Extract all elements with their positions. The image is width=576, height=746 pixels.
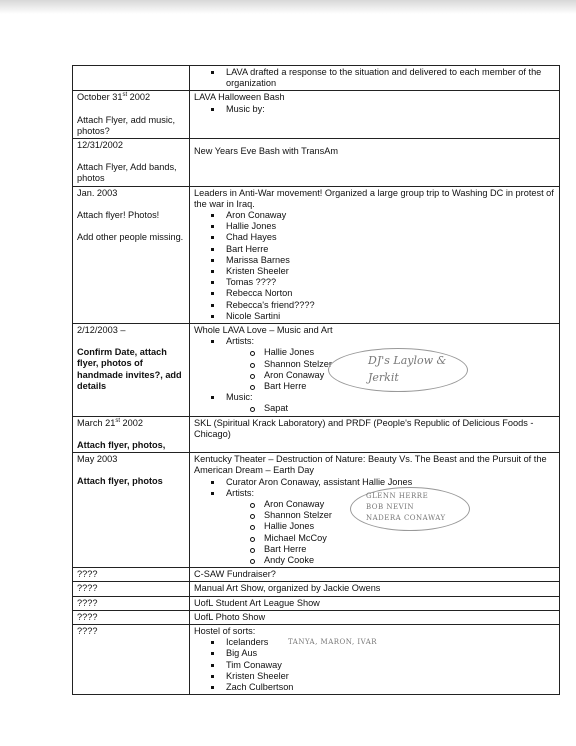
todo-note: Confirm Date, attach flyer, photos of handmade invites?, add details [77, 347, 182, 391]
event-cell [190, 624, 560, 694]
date-cell [73, 139, 190, 187]
activity-log-table [72, 65, 560, 695]
event-cell: C-SAW Fundraiser? [190, 568, 560, 582]
list-item: Rebecca's friend???? [194, 300, 556, 311]
list-item: Hallie Jones [194, 521, 556, 532]
list-item: Aron Conaway [194, 370, 556, 381]
event-date: 2/12/2003 – [77, 325, 126, 336]
date-cell [73, 416, 190, 452]
page-edge-shadow [0, 0, 576, 14]
event-cell [190, 453, 560, 568]
event-cell [190, 324, 560, 417]
event-cell: UofL Photo Show [190, 610, 560, 624]
date-cell [73, 66, 190, 91]
event-date: Jan. 2003 [77, 187, 118, 198]
table-row [73, 416, 560, 452]
table-row [73, 610, 560, 624]
event-cell [190, 416, 560, 452]
list-item: Michael McCoy [194, 533, 556, 544]
date-cell: ???? [73, 568, 190, 582]
list-item: Curator Aron Conaway, assistant Hallie Jones [194, 477, 556, 488]
list-item: Artists: [194, 336, 556, 347]
list-item: Aron Conaway [194, 210, 556, 221]
table-row [73, 324, 560, 417]
list-item: Shannon Stelzer [194, 510, 556, 521]
event-title: Kentucky Theater – Destruction of Nature: Beauty Vs. The Beast and the Pursuit of the American Dream – Earth Day [194, 454, 547, 476]
event-date: October 31st 2002 [77, 92, 151, 103]
date-cell [73, 91, 190, 139]
event-title: Hostel of sorts: [194, 625, 256, 636]
event-date: 12/31/2002 [77, 140, 123, 151]
list-item: Sapat [194, 403, 556, 414]
event-date: March 21st 2002 [77, 417, 143, 428]
list-item: Andy Cooke [194, 555, 556, 566]
list-item: Nicole Sartini [194, 311, 556, 322]
handwritten-note: GLENN HERRE BOB NEVIN NADERA CONAWAY [366, 492, 446, 523]
list-item: Zach Culbertson [194, 682, 556, 693]
date-cell: ???? [73, 624, 190, 694]
table-row [73, 624, 560, 694]
event-title: LAVA Halloween Bash [194, 92, 285, 103]
event-cell: Manual Art Show, organized by Jackie Owens [190, 582, 560, 596]
date-cell [73, 186, 190, 323]
list-item: Bart Herre [194, 244, 556, 255]
event-date: May 2003 [77, 454, 118, 465]
list-item: Hallie Jones [194, 347, 556, 358]
date-cell [73, 453, 190, 568]
list-item: Chad Hayes [194, 232, 556, 243]
date-cell [73, 324, 190, 417]
event-title: SKL (Spiritual Krack Laboratory) and PRDF (People's Republic of Delicious Foods - Chicago) [194, 417, 534, 439]
table-row [73, 596, 560, 610]
list-item: Icelanders [194, 637, 556, 648]
list-item: Shannon Stelzer [194, 359, 556, 370]
event-title: Leaders in Anti-War movement! Organized a large group trip to Washing DC in protest of the war in Iraq. [194, 187, 554, 209]
table-row [73, 453, 560, 568]
list-item: LAVA drafted a response to the situation and delivered to each member of the organization [194, 67, 556, 89]
event-cell [190, 186, 560, 323]
list-item: Rebecca Norton [194, 288, 556, 299]
table-row [73, 582, 560, 596]
list-item: Bart Herre [194, 381, 556, 392]
list-item: Kristen Sheeler [194, 266, 556, 277]
list-item: Bart Herre [194, 544, 556, 555]
event-cell [190, 139, 560, 187]
event-cell: UofL Student Art League Show [190, 596, 560, 610]
event-cell [190, 91, 560, 139]
todo-note: Attach flyer! Photos! [77, 209, 160, 220]
todo-note: Attach flyer, photos [77, 476, 163, 487]
list-item: Tim Conaway [194, 660, 556, 671]
list-item: Big Aus [194, 648, 556, 659]
event-title: Whole LAVA Love – Music and Art [194, 325, 333, 336]
date-cell: ???? [73, 610, 190, 624]
list-item: Artists: [194, 488, 556, 499]
handwritten-note: TANYA, MARON, IVAR [288, 637, 378, 646]
table-row [73, 139, 560, 187]
list-item: Music by: [194, 104, 556, 115]
event-cell [190, 66, 560, 91]
list-item: Marissa Barnes [194, 255, 556, 266]
table-row [73, 186, 560, 323]
todo-note: Attach Flyer, add music, photos? [77, 114, 176, 136]
table-row [73, 568, 560, 582]
todo-note: Attach Flyer, Add bands, photos [77, 162, 177, 184]
list-item: Aron Conaway [194, 499, 556, 510]
table-row [73, 91, 560, 139]
list-item: Music: [194, 392, 556, 403]
list-item: Hallie Jones [194, 221, 556, 232]
todo-note: Attach flyer, photos, [77, 439, 166, 450]
handwritten-note: DJ's Laylow & Jerkit [368, 354, 447, 385]
date-cell: ???? [73, 596, 190, 610]
list-item: Tomas ???? [194, 277, 556, 288]
todo-note: Add other people missing. [77, 232, 184, 243]
table-row [73, 66, 560, 91]
event-title: New Years Eve Bash with TransAm [194, 146, 339, 157]
date-cell: ???? [73, 582, 190, 596]
list-item: Kristen Sheeler [194, 671, 556, 682]
